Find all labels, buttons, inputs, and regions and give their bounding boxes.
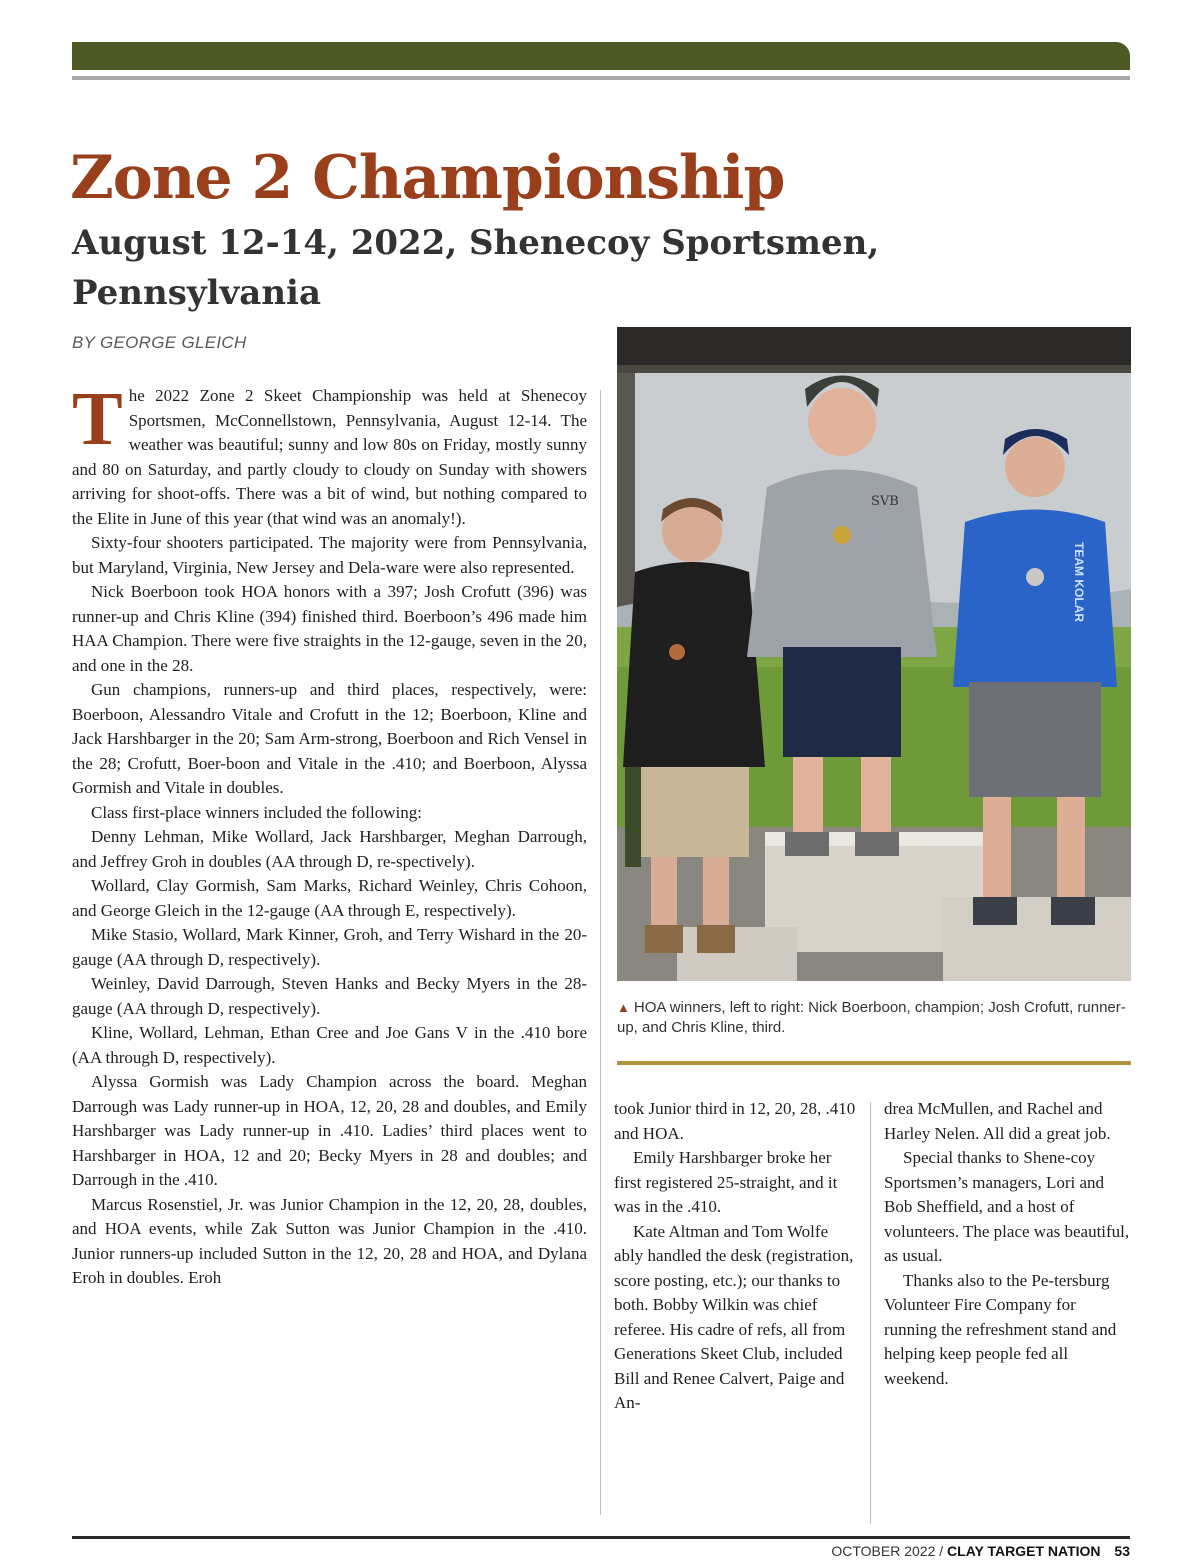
paragraph: Gun champions, runners-up and third places, respectively, were: Boerboon, Alessandro Vitale and Crofutt in the 12; Boerboon, Kline and Jack Harshbarger in the 20; Sam Arm-strong, Boerboon and Rich Vensel in the 28; Crofutt, Boer-boon and Vitale in the .410; and Boerboon, Alyssa Gormish and Vitale in doubles. <box>72 680 587 797</box>
paragraph: The 2022 Zone 2 Skeet Championship was held at Shenecoy Sportsmen, McConnellstown, Pennsylvania, August 12-14. The weather was beautiful; sunny and low 80s on Friday, mostly sunny and 80 on Saturday, and partly cloudy to cloudy on Sunday with showers arriving for shoot-offs. There was a bit of wind, but nothing compared to the Elite in June of this year (that wind was an anomaly!). <box>72 377 587 528</box>
paragraph: Mike Stasio, Wollard, Mark Kinner, Groh, and Terry Wishard in the 20-gauge (AA through D, respectively). <box>72 925 587 969</box>
paragraph: Denny Lehman, Mike Wollard, Jack Harshbarger, Meghan Darrough, and Jeffrey Groh in doubles (AA through D, re-spectively). <box>72 827 587 871</box>
paragraph: Wollard, Clay Gormish, Sam Marks, Richard Weinley, Chris Cohoon, and George Gleich in the 12-gauge (AA through E, respectively). <box>72 876 587 920</box>
svb-shirt-logo: SVB <box>871 494 899 509</box>
paragraph: Weinley, David Darrough, Steven Hanks and Becky Myers in the 28-gauge (AA through D, respectively). <box>72 974 587 1018</box>
caption-rule <box>617 1061 1131 1065</box>
footer-rule <box>72 1536 1130 1539</box>
article-title: Zone 2 Championship <box>70 143 785 213</box>
paragraph: took Junior third in 12, 20, 28, .410 and HOA. <box>614 1099 856 1143</box>
paragraph: drea McMullen, and Rachel and Harley Nelen. All did a great job. <box>884 1099 1111 1143</box>
paragraph: Special thanks to Shene-coy Sportsmen’s managers, Lori and Bob Sheffield, and a host of volunteers. The place was beautiful, as usual. <box>884 1148 1130 1265</box>
paragraph: Kate Altman and Tom Wolfe ably handled the desk (registration, score posting, etc.); our thanks to both. Bobby Wilkin was chief referee. His cadre of refs, all from Generations Skeet Club, included Bill and Renee Calvert, Paige and An- <box>614 1221 854 1412</box>
drop-cap: T <box>72 377 123 461</box>
article-column-left <box>72 377 587 1291</box>
paragraph: Emily Harshbarger broke her first registered 25-straight, and it was in the .410. <box>614 1148 838 1216</box>
paragraph: Thanks also to the Pe-tersburg Volunteer Fire Company for running the refreshment stand and helping keep people fed all weekend. <box>884 1270 1117 1388</box>
issue-date: OCTOBER 2022 / <box>831 1543 944 1559</box>
team-kolar-shirt-text: TEAM KOLAR <box>1072 542 1086 622</box>
paragraph: Sixty-four shooters participated. The majority were from Pennsylvania, but Maryland, Virginia, New Jersey and Dela-ware were also represented. <box>72 533 587 577</box>
header-rule <box>72 76 1130 80</box>
paragraph: Marcus Rosenstiel, Jr. was Junior Champion in the 12, 20, 28, doubles, and HOA events, while Zak Sutton was Junior Champion in the .410. Junior runners-up included Sutton in the 12, 20, 28 and HOA, and Dylana Eroh in doubles. Eroh <box>72 1194 587 1287</box>
paragraph: Class first-place winners included the following: <box>91 802 422 822</box>
article-column-right <box>884 1097 1130 1391</box>
paragraph: Kline, Wollard, Lehman, Ethan Cree and Joe Gans V in the .410 bore (AA through D, respectively). <box>72 1023 587 1067</box>
paragraph: Alyssa Gormish was Lady Champion across the board. Meghan Darrough was Lady runner-up in HOA, 12, 20, 28 and doubles, and Emily Harshbarger was Lady runner-up in .410. Ladies’ third places went to Harshbarger in HOA, 12 and 20; Becky Myers in 28 and doubles; and Darrough in the .410. <box>72 1072 587 1189</box>
photo-caption: ▲ HOA winners, left to right: Nick Boerboon, champion; Josh Crofutt, runner-up, and Chris Kline, third. <box>617 999 1126 1036</box>
column-divider <box>600 390 601 1515</box>
caption-triangle-icon: ▲ <box>617 1000 630 1015</box>
column-divider <box>870 1102 871 1524</box>
page-number: 53 <box>1114 1543 1130 1559</box>
page-footer <box>831 1543 1130 1559</box>
byline: BY GEORGE GLEICH <box>72 333 247 352</box>
article-column-middle <box>614 1097 858 1416</box>
paragraph: Nick Boerboon took HOA honors with a 397; Josh Crofutt (396) was runner-up and Chris Kline (394) finished third. Boerboon’s 496 made him HAA Champion. There were five straights in the 12-gauge, seven in the 20, and one in the 28. <box>72 582 587 675</box>
hoa-winners-photo <box>617 327 1131 981</box>
header-bar <box>72 42 1130 70</box>
article-subtitle: August 12-14, 2022, Shenecoy Sportsmen, Pennsylvania <box>72 223 880 313</box>
magazine-name: CLAY TARGET NATION <box>947 1543 1101 1559</box>
